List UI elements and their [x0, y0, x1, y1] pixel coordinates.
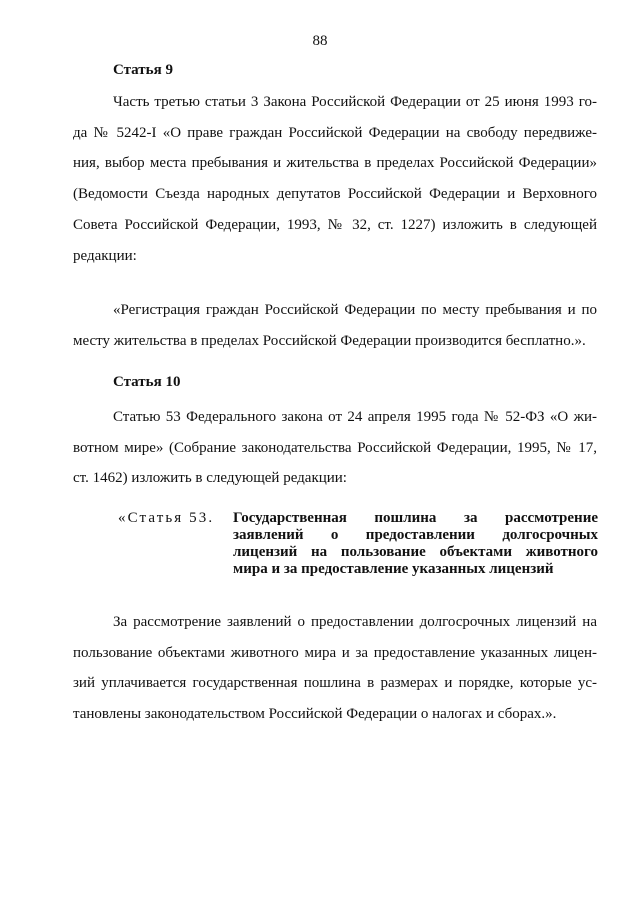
page-number: 88: [312, 33, 328, 49]
quoted-article-title: [233, 510, 598, 578]
text-line: (Ведомости Съезда народных депутатов Российской Федерации и Верховного: [73, 186, 597, 203]
text-line: ст. 1462) изложить в следующей редакции:: [73, 470, 347, 487]
text-line: зий уплачивается государственная пошлина в размерах и порядке, которые ус-: [73, 675, 597, 692]
article-9-heading: Статья 9: [113, 62, 173, 78]
text-line: ния, выбор места пребывания и жительства в пределах Российской Федерации»: [73, 155, 597, 172]
text-line: За рассмотрение заявлений о предоставлении долгосрочных лицензий на: [113, 614, 597, 630]
text-line: вотном мире» (Собрание законодательства Российской Федерации, 1995, № 17,: [73, 439, 597, 456]
text-line: редакции:: [73, 247, 137, 264]
article-9-paragraph-1: [73, 87, 597, 271]
text-line: пользование объектами животного мира и за предоставление указанных лицен-: [73, 644, 597, 661]
text-line: Часть третью статьи 3 Закона Российской Федерации от 25 июня 1993 го-: [113, 94, 597, 110]
title-line: лицензий на пользование объектами животного: [233, 544, 598, 560]
text-line: тановлены законодательством Российской Федерации о налогах и сборах.».: [73, 706, 557, 723]
text-line: Статью 53 Федерального закона от 24 апреля 1995 года № 52-ФЗ «О жи-: [113, 409, 597, 425]
text-line: месту жительства в пределах Российской Федерации производится бесплатно.».: [73, 332, 586, 349]
title-line: Государственная пошлина за рассмотрение: [233, 510, 598, 526]
text-line: «Регистрация граждан Российской Федерации по месту пребывания и по: [113, 302, 597, 318]
article-10-paragraph-1: [73, 402, 597, 494]
quoted-article-label: «Статья 53.: [118, 510, 215, 526]
title-line: заявлений о предоставлении долгосрочных: [233, 527, 598, 543]
article-9-paragraph-2: [73, 295, 597, 356]
text-line: да № 5242-I «О праве граждан Российской Федерации на свободу передвиже-: [73, 124, 597, 141]
text-line: Совета Российской Федерации, 1993, № 32, ст. 1227) изложить в следующей: [73, 216, 597, 233]
title-line: мира и за предоставление указанных лицензий: [233, 561, 554, 577]
article-10-heading: Статья 10: [113, 374, 181, 390]
article-10-paragraph-2: [73, 607, 597, 730]
